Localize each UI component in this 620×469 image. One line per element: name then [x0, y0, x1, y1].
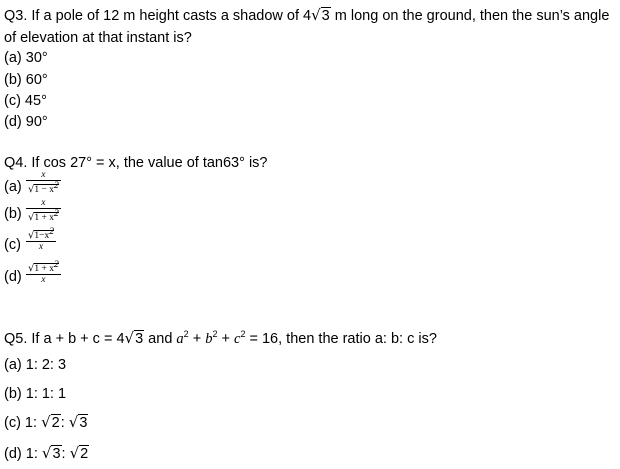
- q3-root-value: 3: [321, 8, 330, 24]
- sqrt-symbol: √: [28, 184, 35, 196]
- q3-option-b: (b) 60°: [4, 72, 48, 88]
- q4-option-a-fraction: x $√1 - x^2$: [28, 170, 59, 196]
- q5-root-value: 3: [135, 330, 144, 347]
- q5-var-b: b: [205, 330, 213, 347]
- sqrt-symbol: √3: [311, 6, 330, 24]
- q3-option-a: (a) 30°: [4, 50, 48, 66]
- q5-text-c: = 16, then the ratio a: b: c is?: [245, 330, 437, 347]
- q3-line-1: [4, 6, 609, 25]
- q5-var-a: a: [176, 330, 184, 347]
- sqrt-symbol: √: [28, 212, 35, 224]
- sqrt-symbol: √3: [41, 444, 61, 462]
- q4-option-a-label: (a): [4, 179, 22, 195]
- sqrt-symbol: √: [28, 263, 35, 275]
- q4-option-c-label: (c): [4, 237, 21, 253]
- frac-denominator: 1 − x: [34, 185, 54, 196]
- frac-denominator: x: [38, 242, 44, 253]
- frac-denominator: 1 + x: [34, 213, 54, 224]
- q5-option-d: (d) 1: √3: √2: [4, 444, 89, 462]
- sqrt-symbol: √3: [68, 413, 88, 431]
- frac-numerator: x: [41, 198, 46, 208]
- q5-text-a: Q5. If a + b + c = 4: [4, 330, 125, 347]
- q4-option-d-fraction: $√1 + x^2$ x: [28, 260, 59, 286]
- q3-text-a: Q3. If a pole of 12 m height casts a shadow of 4: [4, 8, 312, 24]
- q3-option-c: (c) 45°: [4, 93, 47, 109]
- q5-option-c: (c) 1: √2: √3: [4, 413, 88, 431]
- q4-question: Q4. If cos 27° = x, the value of tan63° is?: [4, 155, 268, 171]
- q4-option-c-fraction: $√1-x^2$ x: [28, 227, 54, 253]
- q5-option-a: (a) 1: 2: 3: [4, 357, 67, 373]
- q5-text-b: and: [144, 330, 177, 347]
- q5-var-c: c: [234, 330, 241, 347]
- frac-numerator: 1 + x: [34, 264, 54, 275]
- q4-option-b-fraction: x $√1 + x^2$: [28, 198, 59, 224]
- frac-numerator: 1−x: [34, 231, 50, 242]
- q4-option-b-label: (b): [4, 206, 22, 222]
- q5-option-b: (b) 1: 1: 1: [4, 386, 67, 402]
- q3-option-d: (d) 90°: [4, 114, 48, 130]
- sqrt-symbol: √3: [124, 328, 144, 347]
- q3-line-2: of elevation at that instant is?: [4, 30, 192, 46]
- sqrt-symbol: √2: [41, 413, 60, 431]
- frac-denominator: x: [41, 275, 46, 286]
- sqrt-symbol: √: [28, 230, 35, 242]
- q5-question: Q5. If a + b + c = 4√3 and $a^2 + b^2 + c^2 = 16$, then the ratio a: b: c is?: [4, 328, 437, 347]
- frac-numerator: x: [41, 170, 46, 180]
- q4-option-d-label: (d): [4, 269, 22, 285]
- q3-text-b: m long on the ground, then the sun’s angle: [330, 8, 610, 24]
- sqrt-symbol: √2: [69, 444, 89, 462]
